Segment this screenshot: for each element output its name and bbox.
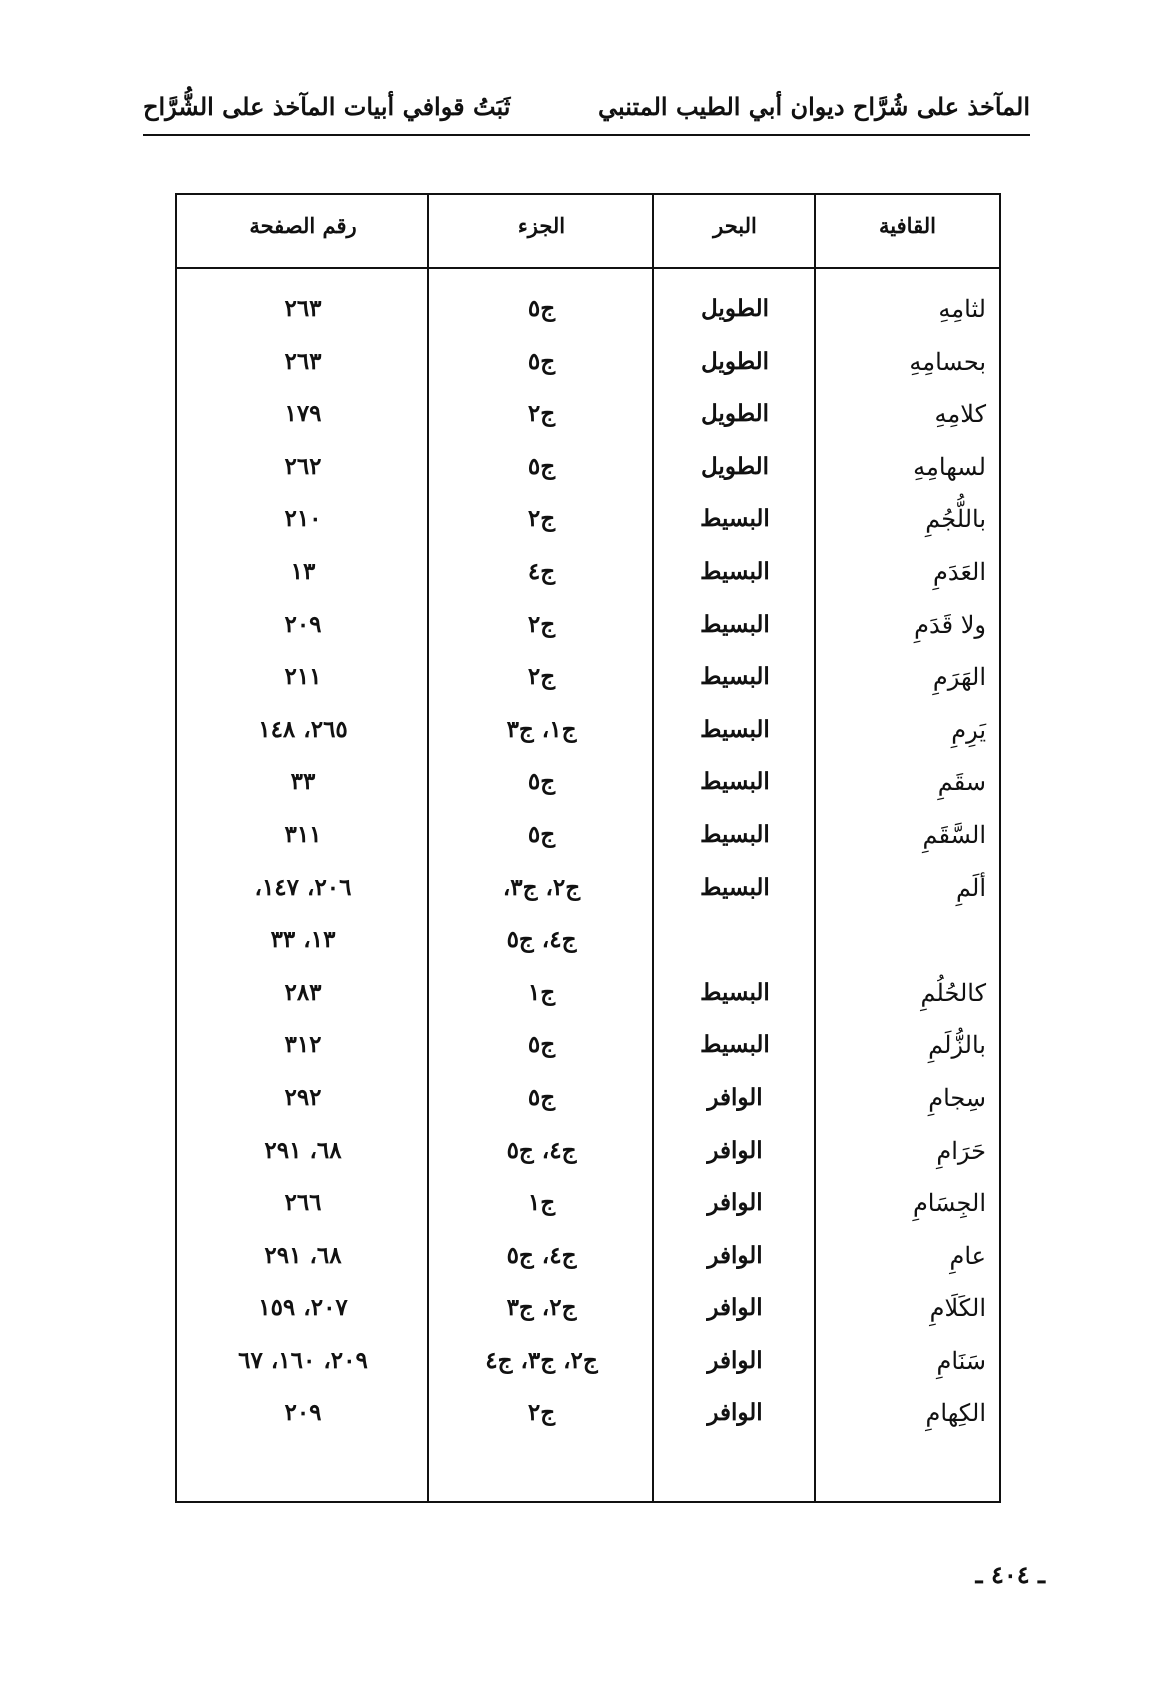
- table-row: [177, 651, 999, 704]
- cell-rhyme: سِجامِ: [928, 1083, 986, 1112]
- cell-pages: ٢٠٩، ١٦٠، ٦٧: [238, 1346, 368, 1374]
- cell-pages: ٣٣: [290, 768, 316, 796]
- table-body: [177, 283, 999, 1440]
- table-row: [177, 1230, 999, 1283]
- cell-volume: ج٥: [527, 768, 556, 796]
- cell-pages: ٦٨، ٢٩١: [264, 1241, 342, 1269]
- rhymes-table: [175, 193, 1001, 1503]
- cell-pages: ٢١١: [284, 663, 322, 691]
- cell-rhyme: لسهامِهِ: [913, 452, 986, 481]
- cell-volume: ج٤، ج٥: [506, 926, 577, 954]
- table-row: [177, 862, 999, 915]
- cell-pages: ٦٨، ٢٩١: [264, 1136, 342, 1164]
- cell-meter: البسيط: [700, 505, 770, 533]
- cell-meter: البسيط: [700, 768, 770, 796]
- cell-meter: البسيط: [700, 1031, 770, 1059]
- cell-meter: الوافر: [707, 1399, 763, 1427]
- section-title: ثَبَتُ قوافي أبيات المآخذ على الشُّرَّاح: [143, 92, 511, 121]
- table-row: [177, 599, 999, 652]
- cell-pages: ٢٦٥، ١٤٨: [258, 715, 348, 743]
- table-row: [177, 1019, 999, 1072]
- cell-volume: ج٢: [527, 610, 556, 638]
- cell-volume: ج١: [527, 1189, 556, 1217]
- cell-rhyme: لثامِهِ: [938, 295, 986, 323]
- table-row: [177, 914, 999, 967]
- running-header: [143, 88, 1030, 136]
- cell-pages: ٢٠٩: [284, 1399, 322, 1427]
- cell-meter: الطويل: [701, 452, 769, 480]
- cell-rhyme: بحسامِهِ: [909, 347, 986, 376]
- cell-volume: ج٥: [527, 452, 556, 480]
- cell-rhyme: الكَلَامِ: [929, 1294, 986, 1323]
- cell-rhyme: الجِسَامِ: [912, 1189, 986, 1218]
- cell-pages: ٣١٢: [284, 1031, 322, 1059]
- cell-meter: الوافر: [707, 1189, 763, 1217]
- cell-pages: ٢٠٩: [284, 610, 322, 638]
- cell-meter: البسيط: [700, 557, 770, 585]
- cell-volume: ج٢: [527, 505, 556, 533]
- table-row: [177, 704, 999, 757]
- column-header-pages: رقم الصفحة: [249, 213, 357, 238]
- cell-volume: ج٢، ج٣،: [502, 873, 581, 901]
- table-row: [177, 1335, 999, 1388]
- cell-pages: ١٣، ٣٣: [270, 926, 336, 954]
- cell-meter: الطويل: [701, 400, 769, 428]
- cell-volume: ج٥: [527, 1031, 556, 1059]
- column-header-rhyme: القافية: [879, 213, 936, 238]
- cell-rhyme: سَنَامِ: [936, 1346, 986, 1375]
- cell-volume: ج٥: [527, 820, 556, 848]
- cell-volume: ج٢: [527, 663, 556, 691]
- cell-rhyme: ولا قَدَمِ: [914, 610, 986, 639]
- cell-rhyme: [816, 914, 986, 967]
- cell-rhyme: الهَرَمِ: [932, 663, 986, 692]
- cell-volume: ج٥: [527, 295, 556, 322]
- cell-meter: الوافر: [707, 1083, 763, 1111]
- cell-volume: ج٤: [527, 557, 556, 585]
- cell-meter: الطويل: [701, 295, 769, 322]
- cell-volume: ج٤، ج٥: [506, 1136, 577, 1164]
- cell-meter: الطويل: [701, 347, 769, 375]
- cell-rhyme: عامِ: [949, 1241, 986, 1270]
- cell-rhyme: كلامِهِ: [934, 400, 986, 429]
- cell-volume: ج٥: [527, 347, 556, 375]
- cell-rhyme: كالحُلُمِ: [920, 978, 986, 1007]
- page-number: ـ ٤٠٤ ـ: [975, 1560, 1045, 1589]
- cell-meter: البسيط: [700, 610, 770, 638]
- table-row: [177, 493, 999, 546]
- cell-pages: ٢٦٦: [284, 1189, 322, 1217]
- table-row: [177, 1072, 999, 1125]
- cell-volume: ج١: [527, 978, 556, 1006]
- cell-volume: ج٢: [527, 400, 556, 428]
- cell-pages: ١٧٩: [284, 400, 322, 428]
- cell-rhyme: باللُّجُمِ: [925, 505, 986, 534]
- cell-meter: الوافر: [707, 1346, 763, 1374]
- cell-rhyme: يَرِمِ: [951, 715, 986, 744]
- cell-volume: ج٤، ج٥: [506, 1241, 577, 1269]
- cell-rhyme: ألَمِ: [956, 873, 986, 902]
- table-row: [177, 1125, 999, 1178]
- cell-pages: ٢٠٦، ١٤٧،: [254, 873, 352, 901]
- cell-volume: ج٢، ج٣، ج٤: [485, 1346, 598, 1374]
- table-row: [177, 1282, 999, 1335]
- cell-meter: الوافر: [707, 1241, 763, 1269]
- cell-meter: البسيط: [700, 873, 770, 901]
- table-row: [177, 1387, 999, 1440]
- cell-meter: البسيط: [700, 820, 770, 848]
- table-row: [177, 1177, 999, 1230]
- cell-pages: ٢٦٣: [284, 347, 322, 375]
- table-row: [177, 756, 999, 809]
- cell-volume: ج١، ج٣: [506, 715, 577, 743]
- cell-meter: الوافر: [707, 1136, 763, 1164]
- cell-pages: ٣١١: [284, 820, 322, 848]
- cell-pages: ٢٠٧، ١٥٩: [258, 1294, 348, 1322]
- table-row: [177, 546, 999, 599]
- book-title: المآخذ على شُرَّاح ديوان أبي الطيب المتنبي: [598, 92, 1030, 121]
- table-row: [177, 336, 999, 389]
- cell-pages: ٢١٠: [284, 505, 322, 533]
- cell-volume: ج٢: [527, 1399, 556, 1427]
- cell-pages: ١٣: [290, 557, 316, 585]
- cell-pages: ٢٦٣: [284, 295, 322, 322]
- table-header-row: [177, 195, 999, 269]
- cell-rhyme: الكِهامِ: [925, 1399, 986, 1428]
- table-row: [177, 809, 999, 862]
- cell-rhyme: بالزُّلَمِ: [928, 1031, 986, 1060]
- column-header-volume: الجزء: [517, 213, 566, 238]
- cell-pages: ٢٩٢: [284, 1083, 322, 1111]
- column-header-meter: البحر: [713, 213, 757, 238]
- cell-rhyme: السَّقَمِ: [922, 820, 986, 849]
- cell-rhyme: العَدَمِ: [932, 557, 986, 586]
- cell-pages: ٢٨٣: [284, 978, 322, 1006]
- table-row: [177, 283, 999, 336]
- table-row: [177, 388, 999, 441]
- cell-volume: ج٥: [527, 1083, 556, 1111]
- table-row: [177, 967, 999, 1020]
- cell-meter: البسيط: [700, 663, 770, 691]
- cell-meter: البسيط: [700, 715, 770, 743]
- cell-pages: ٢٦٢: [284, 452, 322, 480]
- cell-rhyme: سقَمِ: [937, 768, 986, 797]
- table-row: [177, 441, 999, 494]
- cell-volume: ج٢، ج٣: [506, 1294, 577, 1322]
- cell-meter: [654, 914, 816, 967]
- cell-rhyme: حَرَامِ: [936, 1136, 986, 1165]
- cell-meter: البسيط: [700, 978, 770, 1006]
- cell-meter: الوافر: [707, 1294, 763, 1322]
